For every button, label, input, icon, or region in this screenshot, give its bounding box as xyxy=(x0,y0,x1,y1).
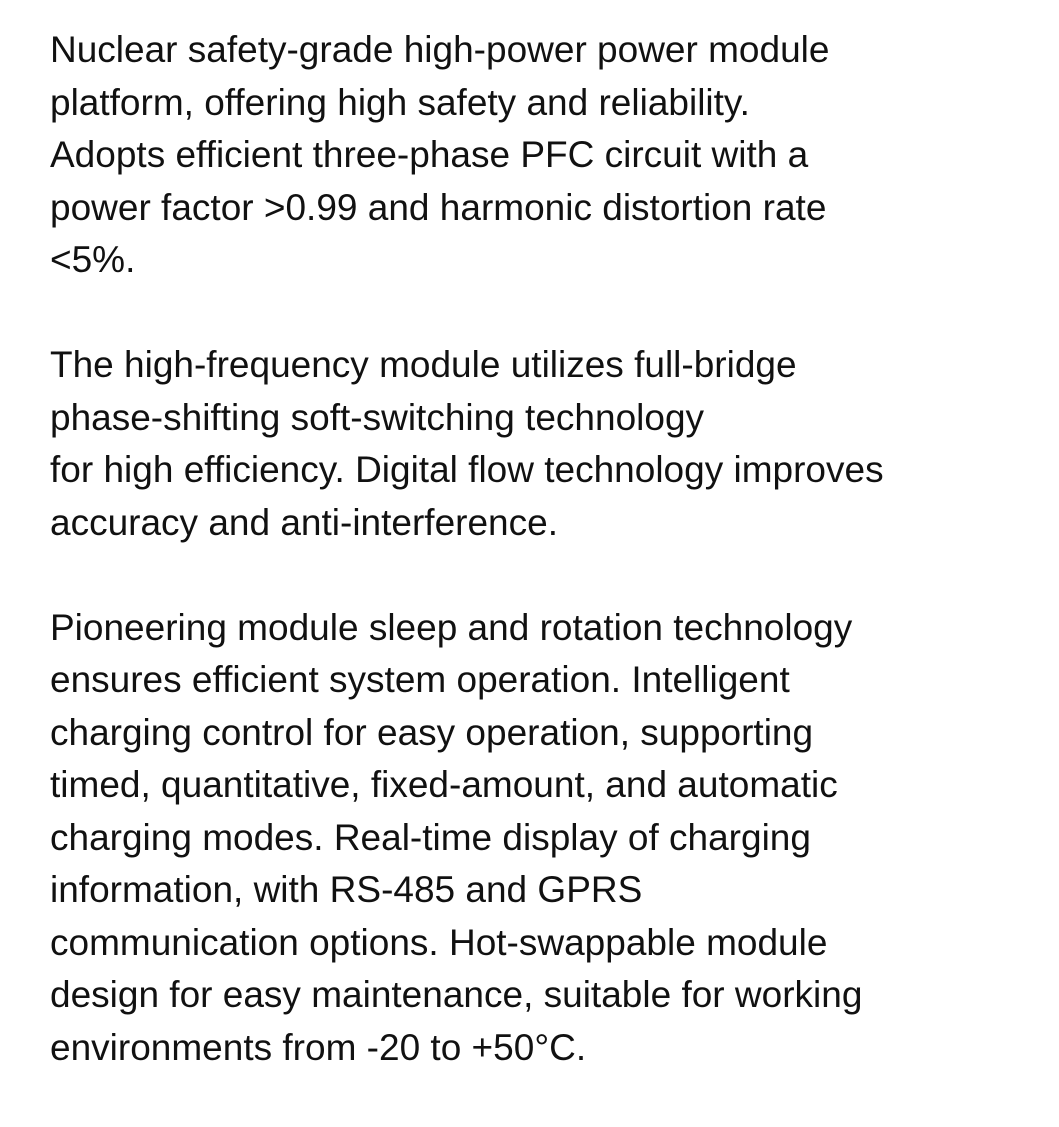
text-line: Pioneering module sleep and rotation technology xyxy=(50,606,853,648)
text-line: design for easy maintenance, suitable for working xyxy=(50,974,863,1015)
text-line: phase-shifting soft-switching technology xyxy=(50,396,705,438)
paragraph-power-platform xyxy=(50,24,1050,287)
text-line: power factor >0.99 and harmonic distortion rate xyxy=(50,186,827,228)
text-line: platform, offering high safety and reliability. xyxy=(50,81,750,123)
text-line: timed, quantitative, fixed-amount, and automatic xyxy=(50,764,838,805)
text-line: charging modes. Real-time display of charging xyxy=(50,816,811,858)
text-line: environments from -20 to +50°C. xyxy=(50,1026,587,1068)
text-line: ensures efficient system operation. Intelligent xyxy=(50,659,790,700)
text-line: charging control for easy operation, supporting xyxy=(50,711,814,753)
text-line: The high-frequency module utilizes full-bridge xyxy=(50,344,797,385)
text-line: communication options. Hot-swappable module xyxy=(50,921,828,963)
paragraph-high-frequency-module xyxy=(50,339,1050,549)
document-body xyxy=(50,24,1050,1127)
text-line: information, with RS-485 and GPRS xyxy=(50,869,643,910)
paragraph-sleep-rotation xyxy=(50,602,1050,1075)
text-line: for high efficiency. Digital flow technology improves xyxy=(50,449,884,490)
text-line: Nuclear safety-grade high-power power module xyxy=(50,29,830,70)
text-line: accuracy and anti-interference. xyxy=(50,501,558,543)
text-line: Adopts efficient three-phase PFC circuit with a xyxy=(50,134,809,175)
text-line: <5%. xyxy=(50,239,136,280)
